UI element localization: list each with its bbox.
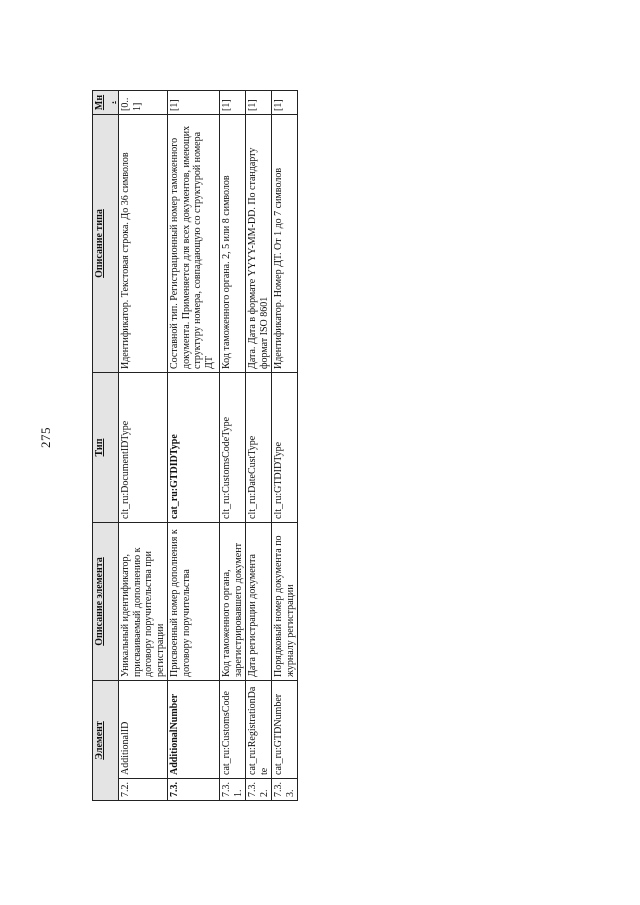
- row-description: Дата регистрации документа: [246, 523, 272, 681]
- header-element: Элемент: [93, 681, 119, 801]
- row-type: clt_ru:CustomsCodeType: [220, 373, 246, 523]
- row-type-description: Дата. Дата в формате YYYY-MM-DD. По стандарту формат ISO 8601: [246, 115, 272, 373]
- row-number: 7.3.: [168, 779, 220, 801]
- rotated-table-container: [92, 91, 296, 801]
- table-row: [272, 91, 298, 801]
- row-multiplicity: [1]: [272, 91, 298, 115]
- row-type: clt_ru:GTDIDType: [272, 373, 298, 523]
- header-type: Тип: [93, 373, 119, 523]
- row-type: clt_ru:DateCustType: [246, 373, 272, 523]
- row-type-description: Код таможенного органа. 2, 5 или 8 символов: [220, 115, 246, 373]
- row-description: Уникальный идентификатор, присваиваемый дополнению к договору поручительства при регистрации: [119, 523, 168, 681]
- row-multiplicity: [0..1]: [119, 91, 168, 115]
- row-description: Присвоенный номер дополнения к договору поручительства: [168, 523, 220, 681]
- header-type-description: Описание типа: [93, 115, 119, 373]
- row-type-description: Составной тип. Регистрационный номер таможенного документа. Применяется для всех документов, имеющих структуру номера, совпадающую со структурой номера ДТ: [168, 115, 220, 373]
- row-number: 7.3.3.: [272, 779, 298, 801]
- row-type: clt_ru:DocumentIDType: [119, 373, 168, 523]
- table-row: [246, 91, 272, 801]
- row-element: cat_ru:CustomsCode: [220, 681, 246, 779]
- row-element: AdditionalNumber: [168, 681, 220, 779]
- row-number: 7.2.: [119, 779, 168, 801]
- row-description: Порядковый номер документа по журналу регистрации: [272, 523, 298, 681]
- header-description: Описание элемента: [93, 523, 119, 681]
- table-row: [119, 91, 168, 801]
- row-description: Код таможенного органа, зарегистрировавшего документ: [220, 523, 246, 681]
- row-type-description: Идентификатор. Текстовая строка. До 36 символов: [119, 115, 168, 373]
- table-header-row: [93, 91, 119, 801]
- row-number: 7.3.1.: [220, 779, 246, 801]
- row-element: cat_ru:GTDNumber: [272, 681, 298, 779]
- page-number: 275: [38, 427, 53, 448]
- element-table: [92, 90, 298, 801]
- row-element: cat_ru:RegistrationDate: [246, 681, 272, 779]
- row-multiplicity: [1]: [220, 91, 246, 115]
- row-number: 7.3.2.: [246, 779, 272, 801]
- row-multiplicity: [1]: [246, 91, 272, 115]
- row-multiplicity: [1]: [168, 91, 220, 115]
- row-element: AdditionalID: [119, 681, 168, 779]
- table-row: [220, 91, 246, 801]
- row-type-description: Идентификатор. Номер ДТ. От 1 до 7 символов: [272, 115, 298, 373]
- row-type: cat_ru:GTDIDType: [168, 373, 220, 523]
- header-multiplicity: Мн.: [93, 91, 119, 115]
- table-row: [168, 91, 220, 801]
